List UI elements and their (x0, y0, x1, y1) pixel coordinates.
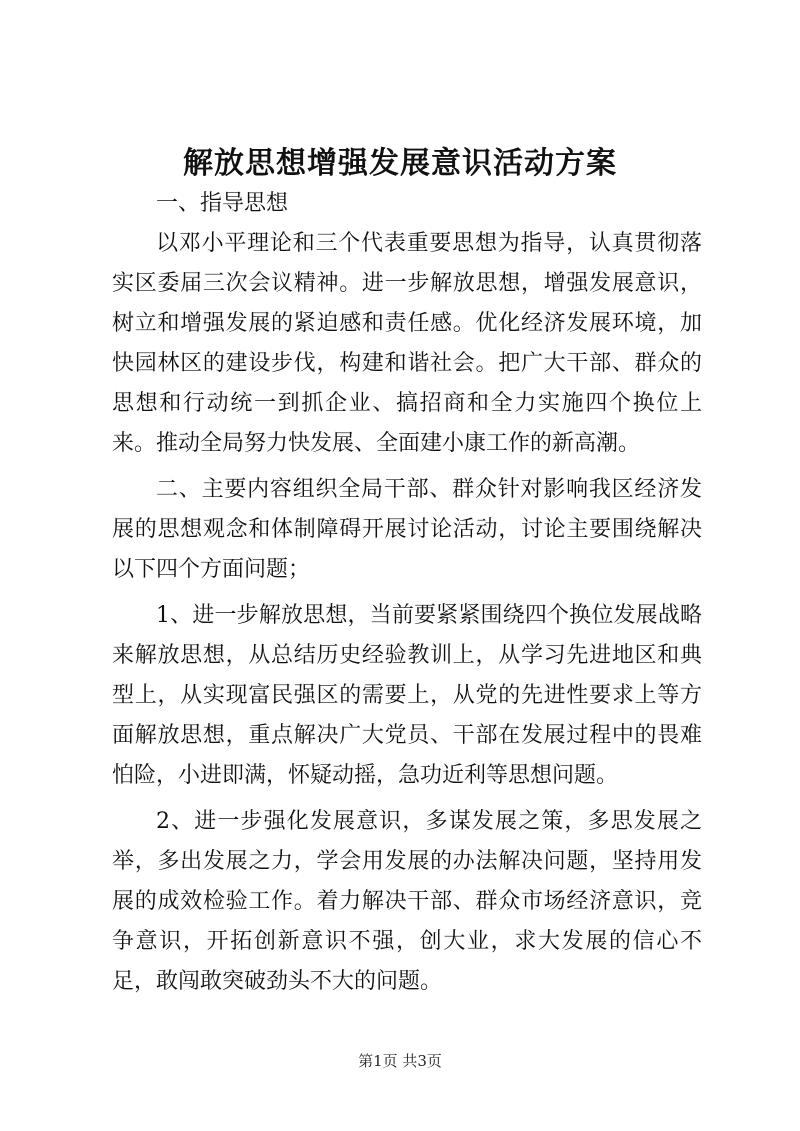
paragraph-item-1: 1、进一步解放思想，当前要紧紧围绕四个换位发展战略来解放思想，从总结历史经验教训上，从学习先进地区和典型上，从实现富民强区的需要上，从党的先进性要求上等方面解放思想，重点解决广大党员、干部在发展过程中的畏难怕险，小进即满，怀疑动摇，急功近利等思想问题。 (112, 603, 702, 788)
document-title: 解放思想增强发展意识活动方案 (183, 146, 617, 181)
document-body (112, 184, 702, 1002)
paragraph-guiding-thought: 以邓小平理论和三个代表重要思想为指导，认真贯彻落实区委届三次会议精神。进一步解放思想，增强发展意识，树立和增强发展的紧迫感和责任感。优化经济发展环境，加快园林区的建设步伐，构建和谐社会。把广大干部、群众的思想和行动统一到抓企业、搞招商和全力实施四个换位上来。推动全局努力快发展、全面建小康工作的新高潮。 (112, 231, 702, 456)
paragraph-item-2: 2、进一步强化发展意识，多谋发展之策，多思发展之举，多出发展之力，学会用发展的办法解决问题，坚持用发展的成效检验工作。着力解决干部、群众市场经济意识，竞争意识，开拓创新意识不强，创大业，求大发展的信心不足，敢闯敢突破劲头不大的问题。 (112, 809, 702, 994)
page-number-footer: 第1页 共3页 (358, 1052, 442, 1070)
section-heading-guiding-thought: 一、指导思想 (156, 191, 289, 216)
paragraph-main-content: 二、主要内容组织全局干部、群众针对影响我区经济发展的思想观念和体制障碍开展讨论活动，讨论主要围绕解决以下四个方面问题； (112, 477, 702, 582)
